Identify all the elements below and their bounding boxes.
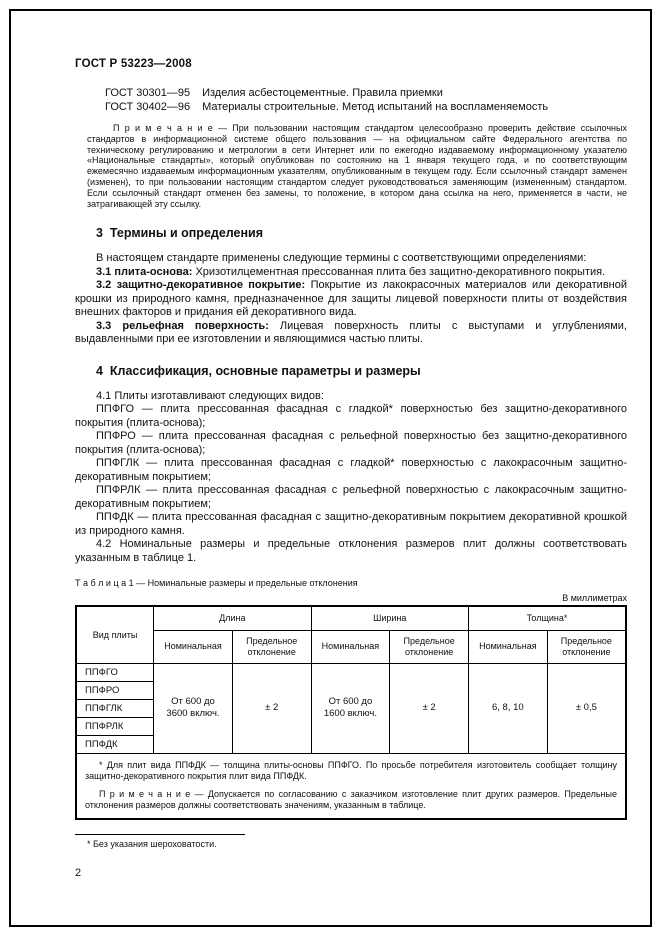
page-footnote: * Без указания шероховатости. <box>87 839 217 850</box>
reference-code: ГОСТ 30301—95 <box>105 87 191 99</box>
table-note-row <box>76 783 626 819</box>
reference-title: Материалы строительные. Метод испытаний на воспламеняемость <box>202 101 549 113</box>
subheader-nominal: Номинальная <box>311 630 390 663</box>
plate-type-cell: ППФГО <box>76 663 154 681</box>
term-text: Покрытие из лакокрасочных материалов или декоративной крошки из природного камня, предназначенное для защиты лицевой поверхности плиты от воздействия внешних факторов и придания ей декоративного вида. <box>75 279 627 319</box>
col-group-width: Ширина <box>311 606 468 630</box>
table-row <box>76 663 626 681</box>
thickness-nominal-cell: 6, 8, 10 <box>468 663 547 753</box>
length-tolerance-cell: ± 2 <box>232 663 311 753</box>
term-label: 3.3 рельефная поверхность: <box>96 319 269 332</box>
term-definition-3-2 <box>75 279 627 320</box>
plate-type-item: ППФРЛК — плита прессованная фасадная с рельефной поверхностью с лакокрасочным защитно-декоративным покрытием; <box>75 484 627 510</box>
thickness-tolerance-cell: ± 0,5 <box>547 663 626 753</box>
reference-item <box>75 86 627 100</box>
plate-type-cell: ППФРЛК <box>76 717 154 735</box>
footnote-divider <box>75 834 245 835</box>
table-footnote: * Для плит вида ППФДК — толщина плиты-основы ППФГО. По просьбе потребителя изготовитель сообщает толщину защитно-декоративного покрытия плит вида ППФДК. <box>76 753 626 783</box>
clause-4-1: 4.1 Плиты изготавливают следующих видов: <box>96 389 324 402</box>
length-nominal-cell: От 600 до 3600 включ. <box>154 663 233 753</box>
plate-type-item: ППФГЛК — плита прессованная фасадная с гладкой* поверхностью с лакокрасочным защитно-декоративным покрытием; <box>75 457 627 483</box>
term-label: 3.1 плита-основа: <box>96 265 193 278</box>
col-group-thickness: Толщина* <box>468 606 626 630</box>
plate-type-cell: ППФДК <box>76 735 154 753</box>
subheader-tolerance: Предельное отклонение <box>232 630 311 663</box>
table-footnote-row <box>76 753 626 783</box>
term-text: Хризотилцементная прессованная плита без защитно-декоративного покрытия. <box>195 265 606 278</box>
references-note: П р и м е ч а н и е — При пользовании настоящим стандартом целесообразно проверить действие ссылочных стандартов в информационной системе общего пользования — на официальном сайте Федерального агентства по техническому регулированию и метрологии в сети Интернет или по ежегодно издаваемому информационному указателю «Национальные стандарты», который опубликован по состоянию на 1 января текущего года, и по соответствующим ежемесячно издаваемым информационным указателям, опубликованным в текущем году. Если ссылочный стандарт заменен (изменен), то при пользовании настоящим стандартом следует руководствоваться заменяющим (измененным) стандартом. Если ссылочный стандарт отменен без замены, то положение, в котором дана ссылка на него, применяется в части, не затрагивающей эту ссылку. <box>87 123 627 209</box>
subheader-nominal: Номинальная <box>468 630 547 663</box>
term-text: Лицевая поверхность плиты с выступами и углублениями, выдавленными при ее изготовлении и являющимися частью плиты. <box>75 319 627 346</box>
plate-type-cell: ППФГЛК <box>76 699 154 717</box>
subheader-nominal: Номинальная <box>154 630 233 663</box>
width-tolerance-cell: ± 2 <box>390 663 469 753</box>
plate-type-cell: ППФРО <box>76 681 154 699</box>
reference-code: ГОСТ 30402—96 <box>105 101 191 113</box>
document-page <box>75 58 627 879</box>
col-group-length: Длина <box>154 606 311 630</box>
plate-type-item: ППФГО — плита прессованная фасадная с гладкой* поверхностью без защитно-декоративного покрытия (плита-основа); <box>75 403 627 429</box>
references-list <box>75 86 627 114</box>
subheader-tolerance: Предельное отклонение <box>547 630 626 663</box>
page-number: 2 <box>75 867 82 880</box>
plate-type-item: ППФДК — плита прессованная фасадная с защитно-декоративным покрытием декоративной крошкой из природного камня. <box>75 511 627 537</box>
table-note: П р и м е ч а н и е — Допускается по согласованию с заказчиком изготовление плит других размеров. Предельные отклонения размеров должны соответствовать значениям, указанным в таблице. <box>85 789 617 811</box>
term-definition-3-3 <box>75 320 627 347</box>
dimensions-table <box>75 605 627 820</box>
section-3-intro: В настоящем стандарте применены следующие термины с соответствующими определениями: <box>96 252 587 265</box>
subheader-tolerance: Предельное отклонение <box>390 630 469 663</box>
col-header-plate-type: Вид плиты <box>76 606 154 663</box>
term-label: 3.2 защитно-декоративное покрытие: <box>96 279 306 292</box>
table-caption: Т а б л и ц а 1 — Номинальные размеры и предельные отклонения <box>75 578 358 589</box>
clause-4-2: 4.2 Номинальные размеры и предельные отклонения размеров плит должны соответствовать указанным в таблице 1. <box>75 538 627 564</box>
document-code-header: ГОСТ Р 53223—2008 <box>75 58 192 70</box>
table-units-label: В миллиметрах <box>562 593 627 604</box>
term-definition-3-1 <box>75 266 627 280</box>
width-nominal-cell: От 600 до 1600 включ. <box>311 663 390 753</box>
plate-type-item: ППФРО — плита прессованная фасадная с рельефной поверхностью без защитно-декоративного покрытия (плита-основа); <box>75 430 627 456</box>
reference-title: Изделия асбестоцементные. Правила приемки <box>202 87 443 99</box>
section-3-title: 3 Термины и определения <box>96 226 264 241</box>
reference-item <box>75 100 627 114</box>
section-4-title: 4 Классификация, основные параметры и размеры <box>96 363 421 378</box>
